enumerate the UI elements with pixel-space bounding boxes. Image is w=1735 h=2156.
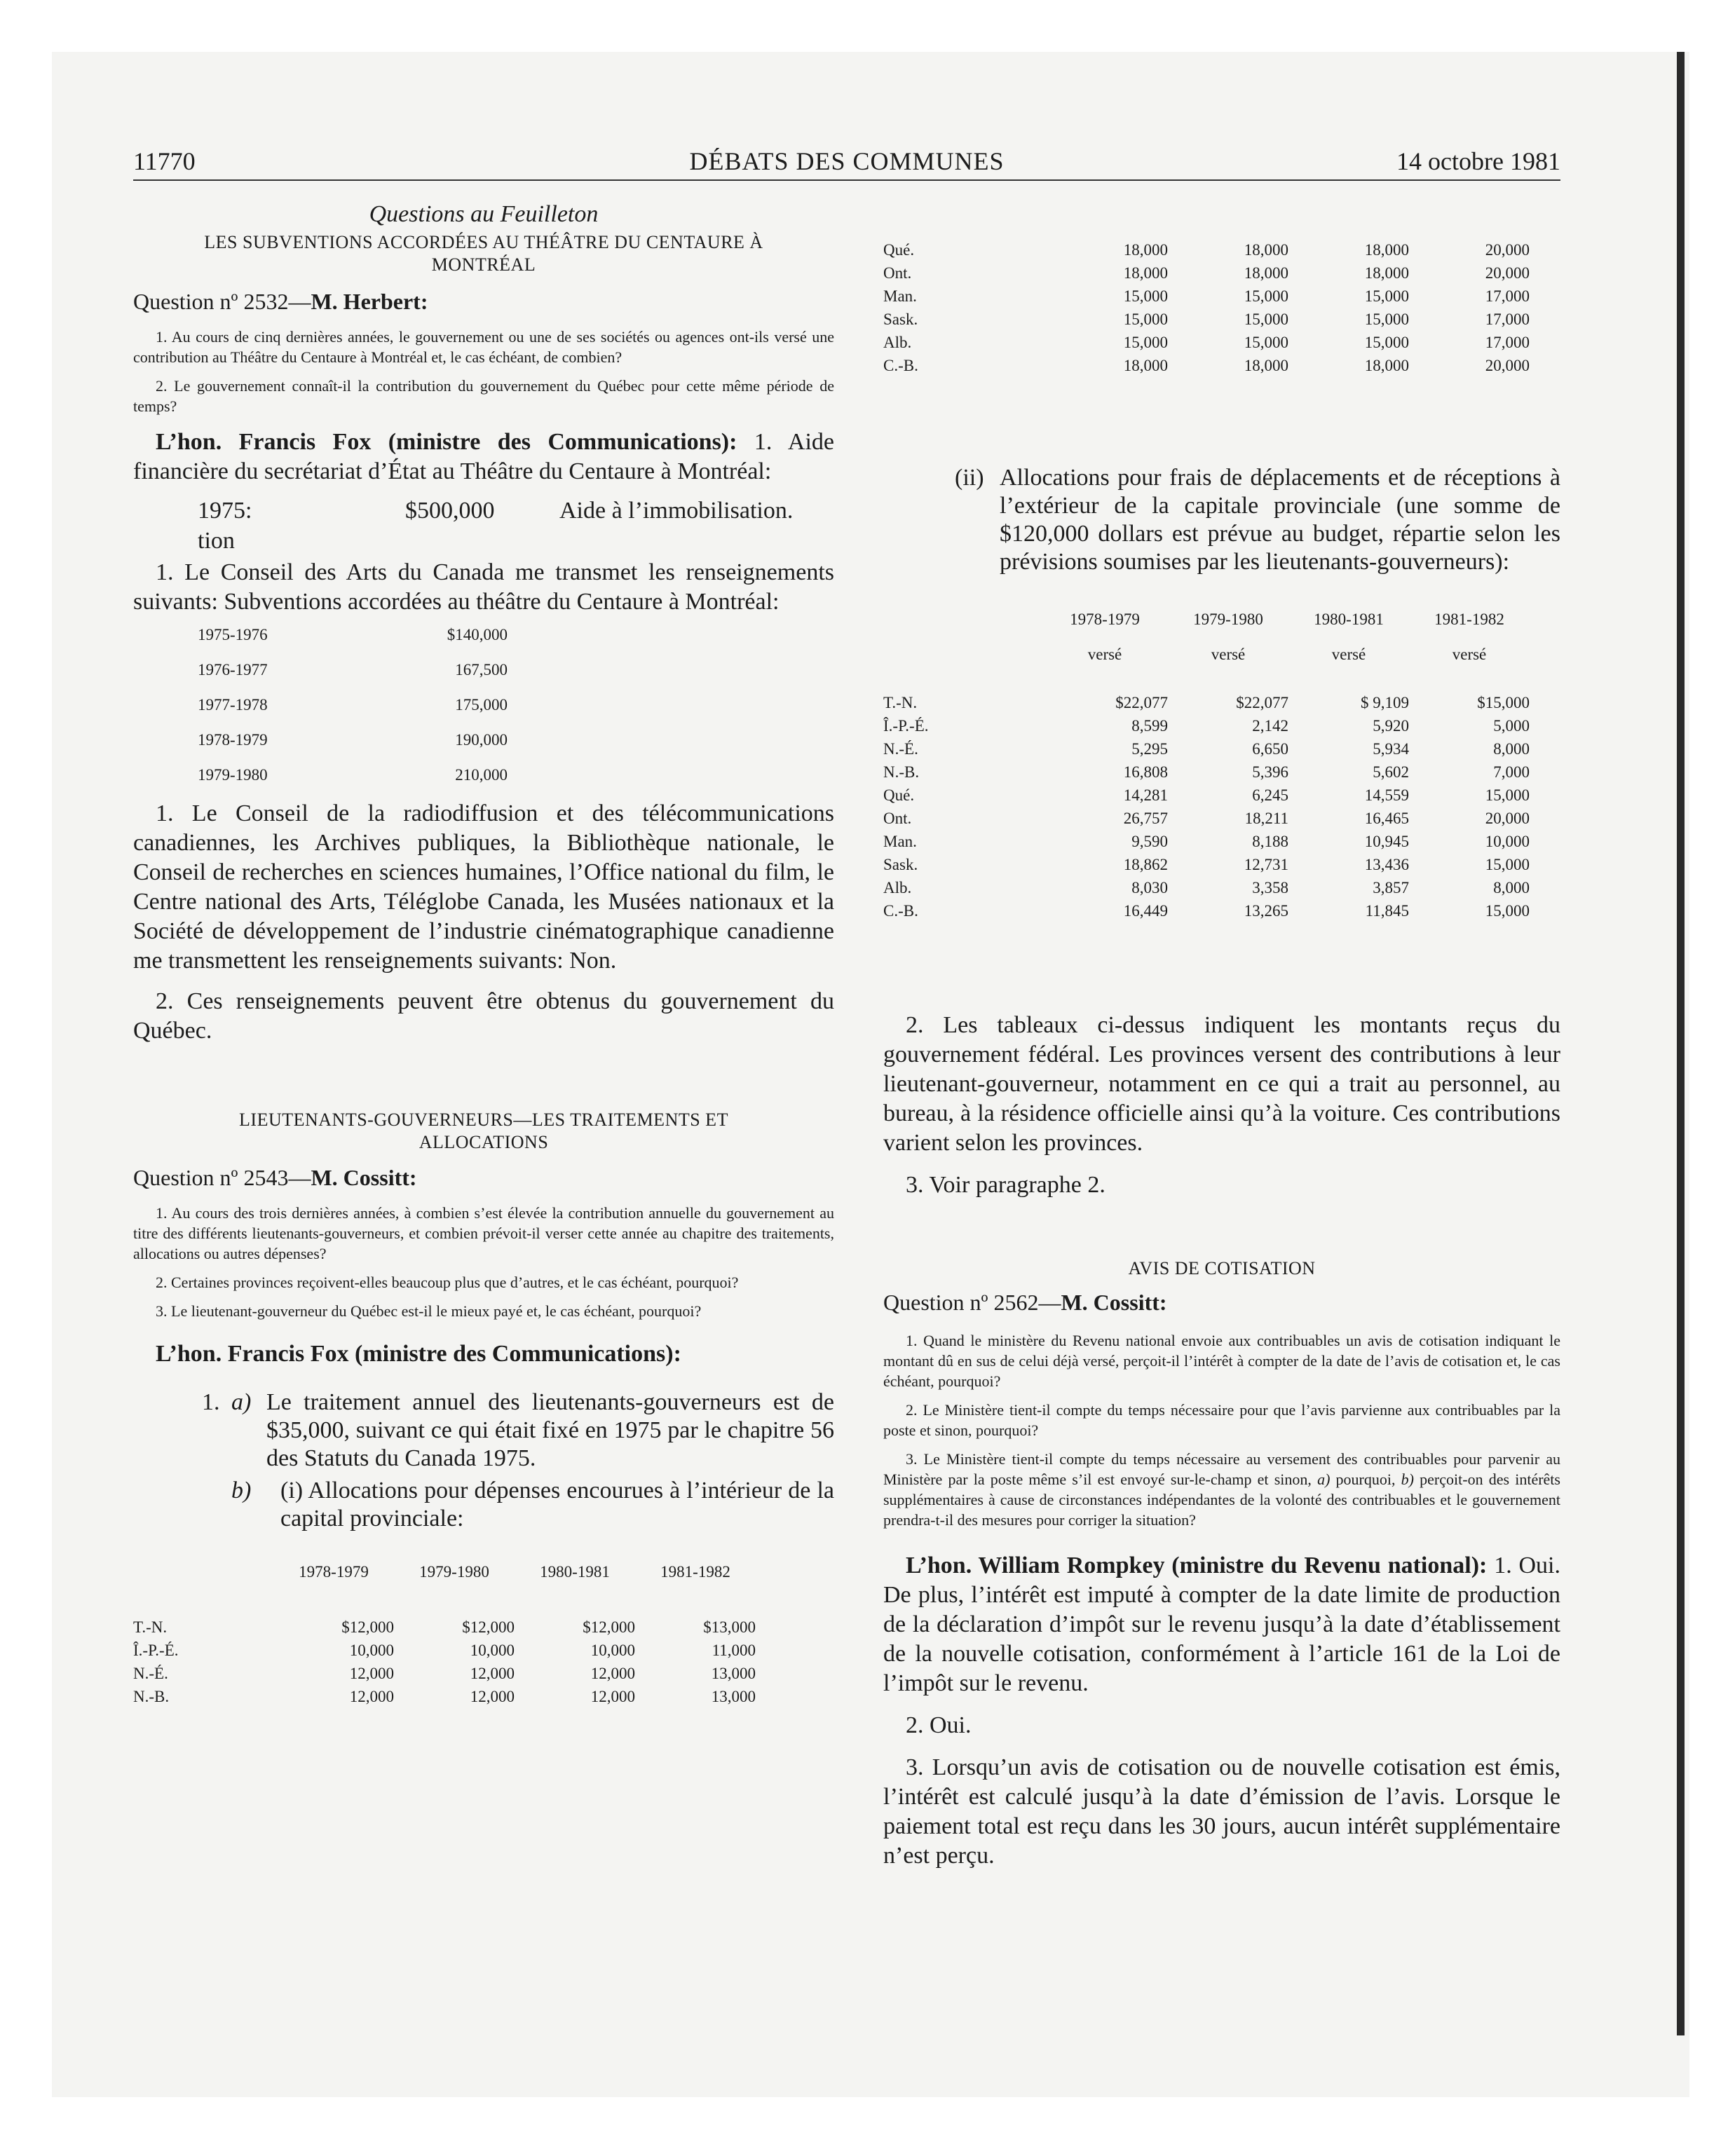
header-row: [133, 1561, 756, 1616]
amount-cell: 9,590: [1131, 832, 1168, 850]
amount-cell: 18,000: [1364, 356, 1409, 374]
amount-cell: 5,934: [1373, 739, 1409, 758]
province-name: N.-B.: [133, 1687, 170, 1705]
province-name: C.-B.: [883, 901, 918, 920]
q2543-answer-speaker: L’hon. Francis Fox (ministre des Communications):: [156, 1341, 681, 1367]
province-row: [883, 760, 1530, 784]
amount-cell: 12,000: [590, 1687, 635, 1705]
province-name: Qué.: [883, 786, 915, 804]
amount-cell: 17,000: [1485, 333, 1530, 351]
amount-cell: 8,188: [1252, 832, 1288, 850]
amount-cell: 18,000: [1244, 240, 1288, 259]
aid-label: Aide à l’immobilisation.: [559, 498, 794, 524]
q2562-p1: 1. Quand le ministère du Revenu national envoie aux contribuables un avis de cotisation indiquant le montant dû en sus de celui déjà versé, perçoit-il l’intérêt à compter de la date de l’avis de cotisation et, le cas échéant, pourquoi?: [883, 1332, 1560, 1390]
amount-cell: 18,000: [1123, 264, 1168, 282]
q2562-p3-letter-a: a): [1317, 1471, 1331, 1488]
province-name: Î.-P.-É.: [883, 716, 929, 735]
q2562-title: [883, 1288, 1560, 1316]
amount-cell: $ 9,109: [1361, 693, 1409, 711]
province-row: [883, 807, 1530, 830]
province-row: [883, 238, 1530, 261]
column-header: versé: [1211, 646, 1246, 663]
amount-cell: 26,757: [1123, 809, 1168, 827]
q2562-p3: [883, 1449, 1560, 1530]
grant-row: [198, 729, 508, 764]
q2562-p3-part-a: 3. Le Ministère tient-il compte du temps nécessaire au versement des contribuables pour parvenir au Ministère par la poste même s’il est envoyé sur-le-champ et sinon,: [883, 1450, 1560, 1488]
question-member: M. Herbert:: [311, 289, 428, 314]
grant-year: 1978-1979: [198, 731, 268, 749]
province-name: Î.-P.-É.: [133, 1641, 179, 1659]
left-column: [133, 200, 834, 1708]
q2543-heading: LIEUTENANTS-GOUVERNEURS—LES TRAITEMENTS ET ALLOCATIONS: [239, 1110, 728, 1152]
section-title: Questions au Feuilleton: [369, 201, 599, 227]
right-paragraph-3: 3. Voir paragraphe 2.: [906, 1172, 1105, 1198]
province-name: Man.: [883, 832, 917, 850]
allowances-ii-intro: [883, 464, 1560, 576]
amount-cell: 13,436: [1364, 855, 1409, 873]
amount-cell: 5,602: [1373, 763, 1409, 781]
amount-cell: 15,000: [1244, 310, 1288, 328]
amount-cell: 3,358: [1252, 878, 1288, 896]
crtc-paragraph: 1. Le Conseil de la radiodiffusion et des télécommunications canadiennes, les Archives publiques, la Bibliothèque nationale, le Conseil de recherches en sciences humaines, l’Office national du film, le Centre national des Arts, Téléglobe Canada, les Musées nationaux et la Société de développement de l’industrie cinématographique canadienne me transmettent les renseignements suivants: Non.: [133, 800, 834, 974]
column-header: versé: [1452, 646, 1487, 663]
right-column: [883, 200, 1560, 1871]
amount-cell: $15,000: [1477, 693, 1530, 711]
amount-cell: $13,000: [703, 1618, 756, 1636]
grant-year: 1977-1978: [198, 696, 268, 714]
province-name: C.-B.: [883, 356, 918, 374]
province-row: [133, 1616, 756, 1639]
grant-row: [198, 764, 508, 799]
amount-cell: 5,000: [1493, 716, 1530, 735]
amount-cell: 8,599: [1131, 716, 1168, 735]
answer-b-letter: b): [231, 1478, 252, 1503]
province-row: [883, 691, 1530, 714]
amount-cell: 15,000: [1123, 287, 1168, 305]
answer-1b: [133, 1477, 834, 1533]
amount-cell: 18,211: [1244, 809, 1288, 827]
q2543-title: [133, 1164, 834, 1192]
amount-cell: 6,245: [1252, 786, 1288, 804]
amount-cell: 20,000: [1485, 264, 1530, 282]
header-row: [883, 608, 1530, 643]
amount-cell: 17,000: [1485, 310, 1530, 328]
amount-cell: 11,000: [712, 1641, 756, 1659]
header-spacer: [133, 1561, 273, 1616]
q2562-p3-part-b: pourquoi,: [1330, 1471, 1401, 1488]
amount-cell: 10,945: [1364, 832, 1409, 850]
answer-a-text: Le traitement annuel des lieutenants-gouverneurs est de $35,000, suivant ce qui était fixé en 1975 par le chapitre 56 des Statuts du Canada 1975.: [266, 1389, 834, 1471]
aid-amount: $500,000: [405, 498, 495, 524]
page-number: 11770: [133, 147, 196, 175]
allowances-ii-number: (ii): [955, 465, 984, 491]
answer-1a: [133, 1389, 834, 1473]
grant-row: [198, 659, 508, 694]
amount-cell: 12,731: [1244, 855, 1288, 873]
province-row: [883, 285, 1530, 308]
amount-cell: 10,000: [1485, 832, 1530, 850]
q2532-title: [133, 287, 834, 315]
province-row: [883, 853, 1530, 876]
grant-row: [198, 694, 508, 729]
column-header: 1980-1981: [540, 1563, 610, 1581]
q2532-p2: 2. Le gouvernement connaît-il la contribution du gouvernement du Québec pour cette même période de temps?: [133, 377, 834, 415]
q2543-p3: 3. Le lieutenant-gouverneur du Québec est-il le mieux payé et, le cas échéant, pourquoi?: [156, 1302, 702, 1320]
province-row: [883, 308, 1530, 331]
amount-cell: 15,000: [1244, 333, 1288, 351]
province-name: Alb.: [883, 333, 912, 351]
column-header: 1981-1982: [660, 1563, 730, 1581]
amount-cell: 15,000: [1364, 310, 1409, 328]
grant-year: 1975-1976: [198, 626, 268, 643]
amount-cell: $12,000: [341, 1618, 394, 1636]
answer-1-number: 1.: [202, 1389, 220, 1415]
province-name: N.-B.: [883, 763, 920, 781]
amount-cell: 13,000: [711, 1687, 756, 1705]
amount-cell: $22,077: [1236, 693, 1288, 711]
answer-a-letter: a): [231, 1389, 252, 1415]
amount-cell: 10,000: [590, 1641, 635, 1659]
amount-cell: 10,000: [349, 1641, 394, 1659]
amount-cell: 12,000: [470, 1664, 515, 1682]
amount-cell: 12,000: [470, 1687, 515, 1705]
amount-cell: 16,449: [1123, 901, 1168, 920]
header-row: [883, 643, 1530, 691]
aid-year: 1975:: [198, 498, 252, 524]
amount-cell: 12,000: [349, 1687, 394, 1705]
q2532-heading: LES SUBVENTIONS ACCORDÉES AU THÉÂTRE DU CENTAURE À MONTRÉAL: [204, 232, 763, 275]
amount-cell: 15,000: [1244, 287, 1288, 305]
header-rule: [133, 179, 1560, 181]
grant-amount: 190,000: [455, 731, 508, 749]
amount-cell: 5,920: [1373, 716, 1409, 735]
column-header: 1980-1981: [1314, 610, 1384, 628]
q2562-answer-2: 2. Oui.: [906, 1712, 972, 1738]
amount-cell: 10,000: [470, 1641, 515, 1659]
q2532-answer: [133, 428, 834, 486]
province-name: N.-É.: [883, 739, 918, 758]
amount-cell: 15,000: [1485, 855, 1530, 873]
province-table: [133, 1561, 756, 1708]
right-paragraph-2: 2. Les tableaux ci-dessus indiquent les montants reçus du gouvernement fédéral. Les provinces versent des contributions à leur lieutenant-gouverneur, notamment en ce qui a trait au personnel, au bureau, à la résidence officielle ainsi qu’à la voiture. Ces contributions varient selon les provinces.: [883, 1012, 1560, 1156]
column-header: 1978-1979: [1070, 610, 1140, 628]
province-row: [883, 784, 1530, 807]
grants-list: [198, 624, 508, 799]
province-name: Ont.: [883, 809, 912, 827]
q2562-answer: [883, 1551, 1560, 1698]
column-header: 1978-1979: [299, 1563, 369, 1581]
amount-cell: 16,465: [1364, 809, 1409, 827]
province-name: Sask.: [883, 855, 918, 873]
grant-row: [198, 624, 508, 659]
amount-cell: 2,142: [1252, 716, 1288, 735]
q2543-p1: 1. Au cours des trois dernières années, à combien s’est élevée la contribution annuelle du gouvernement au titre des différents lieutenants-gouverneurs, et combien prévoit-il verser cette année au chapitre des traitements, allocations ou autres dépenses?: [133, 1204, 834, 1262]
allowances-table-i-continued: [883, 238, 1560, 377]
province-name: Man.: [883, 287, 917, 305]
amount-cell: 11,845: [1365, 901, 1409, 920]
header-spacer: [883, 643, 1042, 691]
grant-year: 1976-1977: [198, 661, 268, 678]
amount-cell: 18,000: [1123, 356, 1168, 374]
column-header: 1979-1980: [1193, 610, 1263, 628]
q2532-p1: 1. Au cours de cinq dernières années, le gouvernement ou une de ses sociétés ou agences ont-ils versé une contribution au Théâtre du Centaure à Montréal et, le cas échéant, de combien?: [133, 328, 834, 366]
amount-cell: 20,000: [1485, 240, 1530, 259]
quebec-paragraph: 2. Ces renseignements peuvent être obtenus du gouvernement du Québec.: [133, 988, 834, 1044]
column-header: versé: [1331, 646, 1366, 663]
amount-cell: 15,000: [1123, 333, 1168, 351]
amount-cell: 20,000: [1485, 809, 1530, 827]
province-row: [883, 331, 1530, 354]
province-row: [883, 354, 1530, 377]
column-header: 1979-1980: [419, 1563, 489, 1581]
province-row: [133, 1662, 756, 1685]
province-row: [883, 876, 1530, 899]
journal-title: DÉBATS DES COMMUNES: [689, 147, 1005, 175]
province-row: [883, 737, 1530, 760]
conseil-arts: 1. Le Conseil des Arts du Canada me transmet les renseignements suivants: Subventions accordées au théâtre du Centaure à Montréal:: [133, 559, 834, 615]
province-name: T.-N.: [883, 693, 918, 711]
q2562-heading: AVIS DE COTISATION: [1128, 1258, 1316, 1278]
amount-cell: 7,000: [1493, 763, 1530, 781]
grant-amount: $140,000: [447, 626, 508, 643]
province-name: Sask.: [883, 310, 918, 328]
amount-cell: 18,000: [1364, 264, 1409, 282]
province-table: [883, 608, 1530, 922]
column-header: 1981-1982: [1434, 610, 1504, 628]
amount-cell: 5,295: [1131, 739, 1168, 758]
q2562-p3-letter-b: b): [1401, 1471, 1414, 1488]
amount-cell: 13,265: [1244, 901, 1288, 920]
amount-cell: 18,000: [1364, 240, 1409, 259]
header-spacer: [883, 608, 1042, 643]
allowances-table-i: [133, 1561, 834, 1708]
amount-cell: 17,000: [1485, 287, 1530, 305]
amount-cell: 12,000: [590, 1664, 635, 1682]
answer-speaker: L’hon. William Rompkey (ministre du Revenu national):: [906, 1553, 1488, 1578]
province-name: T.-N.: [133, 1618, 168, 1636]
grants-table: [133, 624, 834, 799]
amount-cell: 8,000: [1493, 878, 1530, 896]
question-member: M. Cossitt:: [311, 1165, 417, 1190]
question-member: M. Cossitt:: [1061, 1290, 1167, 1315]
province-row: [133, 1685, 756, 1708]
amount-cell: 15,000: [1485, 786, 1530, 804]
aid-line: [133, 496, 834, 527]
amount-cell: $12,000: [583, 1618, 635, 1636]
amount-cell: 14,281: [1123, 786, 1168, 804]
grant-year: 1979-1980: [198, 766, 268, 784]
amount-cell: 18,000: [1244, 356, 1288, 374]
answer-speaker: L’hon. Francis Fox (ministre des Communications):: [156, 429, 737, 455]
province-row: [883, 899, 1530, 922]
aid-continuation: tion: [198, 528, 235, 554]
answer-b-text: (i) Allocations pour dépenses encourues à l’intérieur de la capital provinciale:: [280, 1478, 834, 1531]
amount-cell: 13,000: [711, 1664, 756, 1682]
province-table: [883, 238, 1530, 377]
amount-cell: 18,862: [1123, 855, 1168, 873]
question-number: Question nº 2543—: [133, 1165, 311, 1190]
scan-edge-bar: [1677, 52, 1685, 2035]
amount-cell: 8,000: [1493, 739, 1530, 758]
amount-cell: 18,000: [1123, 240, 1168, 259]
amount-cell: 15,000: [1123, 310, 1168, 328]
allowances-table-ii: [883, 608, 1560, 922]
allowances-ii-text: Allocations pour frais de déplacements et de réceptions à l’extérieur de la capitale provinciale (une somme de $120,000 dollars est prévue au budget, répartie selon les prévisions soumises par les lieutenants-gouverneurs):: [1000, 465, 1560, 575]
grant-amount: 210,000: [455, 766, 508, 784]
answer-intro: 1. Aide financière du secrétariat d’État au Théâtre du Centaure à Montréal:: [133, 429, 834, 484]
amount-cell: 14,559: [1364, 786, 1409, 804]
q2562-p3-part-c: perçoit-on des intérêts supplémentaires à cause de circonstances indépendantes de la volonté des contribuables et le gouvernement prendra-t-il des mesures pour corriger la situation?: [883, 1471, 1560, 1529]
amount-cell: 16,808: [1123, 763, 1168, 781]
issue-date: 14 octobre 1981: [1396, 147, 1560, 175]
amount-cell: 3,857: [1373, 878, 1409, 896]
province-name: Qué.: [883, 240, 915, 259]
amount-cell: 18,000: [1244, 264, 1288, 282]
province-name: N.-É.: [133, 1664, 168, 1682]
amount-cell: 15,000: [1364, 333, 1409, 351]
grant-amount: 175,000: [455, 696, 508, 714]
province-row: [133, 1639, 756, 1662]
amount-cell: $22,077: [1115, 693, 1168, 711]
q2562-p2: 2. Le Ministère tient-il compte du temps nécessaire pour que l’avis parvienne aux contribuables par la poste et sinon, pourquoi?: [883, 1401, 1560, 1439]
province-row: [883, 830, 1530, 853]
answer-text: 1. Oui. De plus, l’intérêt est imputé à compter de la date limite de production de la déclaration d’impôt sur le revenu jusqu’à la date d’établissement de la nouvelle cotisation, conformément à l’article 161 de la Loi de l’impôt sur le revenu.: [883, 1553, 1561, 1696]
amount-cell: 20,000: [1485, 356, 1530, 374]
amount-cell: 15,000: [1364, 287, 1409, 305]
province-row: [883, 261, 1530, 285]
amount-cell: 15,000: [1485, 901, 1530, 920]
province-row: [883, 714, 1530, 737]
q2562-answer-3: 3. Lorsqu’un avis de cotisation ou de nouvelle cotisation est émis, l’intérêt est calculé jusqu’à la date d’émission de l’avis. Lorsque le paiement total est reçu dans les 30 jours, aucun intérêt supplémentaire n’est perçu.: [883, 1754, 1560, 1869]
amount-cell: $12,000: [462, 1618, 515, 1636]
province-name: Alb.: [883, 878, 912, 896]
amount-cell: 5,396: [1252, 763, 1288, 781]
amount-cell: 12,000: [349, 1664, 394, 1682]
question-number: Question nº 2532—: [133, 289, 311, 314]
amount-cell: 8,030: [1131, 878, 1168, 896]
province-name: Ont.: [883, 264, 912, 282]
question-number: Question nº 2562—: [883, 1290, 1061, 1315]
amount-cell: 6,650: [1252, 739, 1288, 758]
q2543-p2: 2. Certaines provinces reçoivent-elles beaucoup plus que d’autres, et le cas échéant, pourquoi?: [156, 1274, 739, 1291]
column-header: versé: [1087, 646, 1122, 663]
grant-amount: 167,500: [455, 661, 508, 678]
